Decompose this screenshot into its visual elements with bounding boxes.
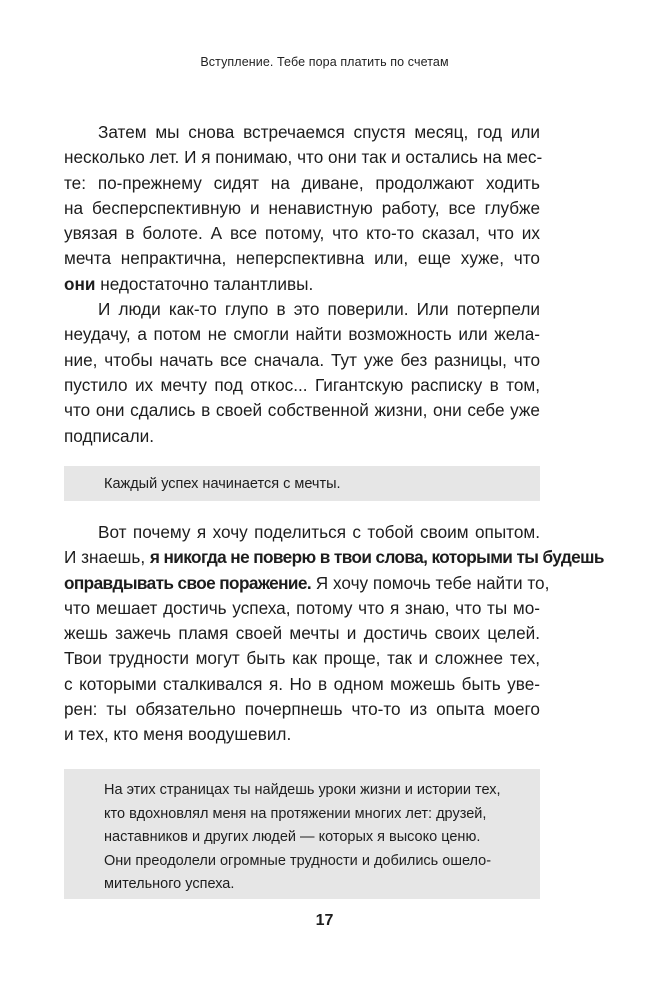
text-line: Вот почему я хочу поделиться с тобой своим опытом. xyxy=(98,522,540,542)
callout-box xyxy=(64,466,540,501)
callout-text: Каждый успех начинается с мечты. xyxy=(104,476,341,492)
text-line: жешь зажечь пламя своей мечты и достичь своих целей. xyxy=(64,623,540,644)
text-line: пустило их мечту под откос... Гигантскую расписку в том, xyxy=(64,374,540,395)
bold-phrase: оправдывать свое поражение. xyxy=(64,572,312,593)
text-line: и тех, кто меня воодушевил. xyxy=(64,724,292,745)
text-line: на бесперспективную и ненавистную работу, все глубже xyxy=(64,197,540,218)
paragraph-3 xyxy=(64,520,604,748)
text-run: недостаточно талантливы. xyxy=(95,273,314,294)
callout-line: наставников и других людей — которых я высоко ценю. xyxy=(104,829,481,845)
text-line: с которыми сталкивался я. Но в одном можешь быть уве- xyxy=(64,673,540,694)
body-text-top xyxy=(64,120,543,449)
bold-word: они xyxy=(64,273,96,294)
text-line: неудачу, а потом не смогли найти возможность или жела- xyxy=(64,324,540,345)
text-line: подписали. xyxy=(64,425,154,446)
bold-phrase: я никогда не поверю в твои слова, которыми ты будешь xyxy=(149,547,604,568)
callout-box xyxy=(64,769,540,899)
callout-line: На этих страницах ты найдешь уроки жизни и истории тех, xyxy=(104,782,501,798)
page-number: 17 xyxy=(315,912,334,929)
paragraph-1 xyxy=(64,120,543,297)
text-line: что мешает достичь успеха, потому что я знаю, что ты мо- xyxy=(64,597,540,618)
text-line: Затем мы снова встречаемся спустя месяц, год или xyxy=(98,122,540,142)
text-run: Я хочу помочь тебе найти то, xyxy=(311,572,550,593)
callout-line: мительного успеха. xyxy=(104,876,235,892)
text-line xyxy=(64,571,550,596)
text-line xyxy=(64,545,604,570)
text-line xyxy=(64,272,540,297)
text-run: И знаешь, xyxy=(64,547,150,568)
text-line: Твои трудности могут быть как проще, так и сложнее тех, xyxy=(64,648,540,669)
text-line: ние, чтобы начать все сначала. Тут уже без разницы, что xyxy=(64,349,540,370)
text-line: мечта непрактична, неперспективна или, еще хуже, что xyxy=(64,248,540,269)
text-line: что они сдались в своей собственной жизни, они себе уже xyxy=(64,400,540,421)
callout-line: Они преодолели огромные трудности и добились ошело- xyxy=(104,852,492,869)
callout-line: кто вдохновлял меня на протяжении многих лет: друзей, xyxy=(104,805,487,822)
text-line: те: по-прежнему сидят на диване, продолжают ходить xyxy=(64,172,540,193)
body-text-bottom xyxy=(64,520,604,748)
text-line: увязая в болоте. А все потому, что кто-то сказал, что их xyxy=(64,223,540,244)
paragraph-2 xyxy=(64,297,540,449)
text-line: И люди как-то глупо в это поверили. Или потерпели xyxy=(98,299,540,320)
text-line: рен: ты обязательно почерпнешь что-то из опыта моего xyxy=(64,699,540,720)
running-head: Вступление. Тебе пора платить по счетам xyxy=(200,55,449,69)
text-line: несколько лет. И я понимаю, что они так и остались на мес- xyxy=(64,147,543,168)
